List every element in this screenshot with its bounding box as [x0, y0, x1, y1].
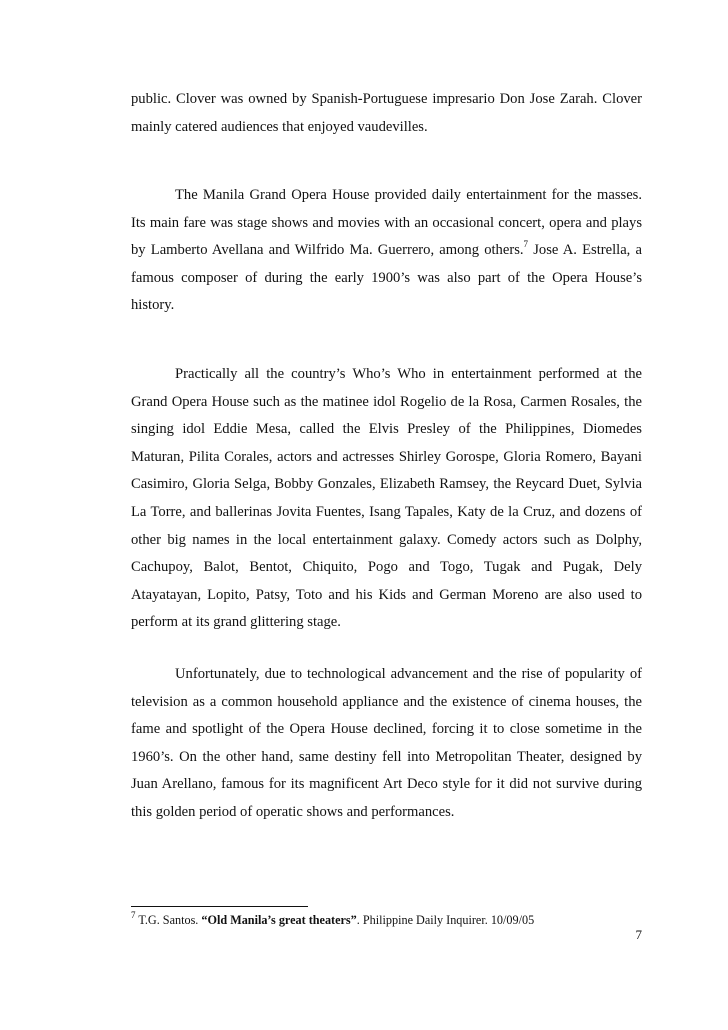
footnote-source: . Philippine Daily Inquirer. 10/09/05 — [356, 913, 535, 927]
paragraph-text: Jose A. Estrella, a famous composer of during the early 1900’s was also part of the Opera House’s history. — [131, 242, 642, 314]
footnote — [131, 909, 642, 928]
footnote-marker: 7 — [131, 909, 136, 920]
page-number: 7 — [635, 927, 642, 942]
footnote-author: T.G. Santos. — [135, 913, 202, 927]
footnote-title: “Old Manila’s great theaters” — [201, 913, 357, 927]
paragraph-performers: Practically all the country’s Who’s Who in entertainment performed at the Grand Opera House such as the matinee idol Rogelio de la Rosa, Carmen Rosales, the singing idol Eddie Mesa, called the Elvis Presley of the Philippines, Diomedes Maturan, Pilita Corales, actors and actresses Shirley Gorospe, Gloria Romero, Bayani Casimiro, Gloria Selga, Bobby Gonzales, Elizabeth Ramsey, the Reycard Duet, Sylvia La Torre, and ballerinas Jovita Fuentes, Isang Tapales, Katy de la Cruz, and dozens of other big names in the local entertainment galaxy. Comedy actors such as Dolphy, Cachupoy, Balot, Bentot, Chiquito, Pogo and Togo, Tugak and Pugak, Dely Atayatayan, Lopito, Patsy, Toto and his Kids and German Moreno are also used to perform at its grand glittering stage. — [131, 366, 642, 631]
footnote-separator — [131, 906, 308, 907]
paragraph-clover: public. Clover was owned by Spanish-Portuguese impresario Don Jose Zarah. Clover mainly catered audiences that enjoyed vaudevilles. — [131, 91, 642, 135]
paragraph-text: The Manila Grand Opera House provided daily entertainment for the masses. Its main fare was stage shows and movies with an occasional concert, opera and plays by Lamberto Avellana and Wilfrido Ma. Guerrero, among others. — [131, 187, 642, 259]
footnote-reference[interactable]: 7 — [523, 239, 529, 250]
paragraph-decline: Unfortunately, due to technological advancement and the rise of popularity of television as a common household appliance and the existence of cinema houses, the fame and spotlight of the Opera House declined, forcing it to close sometime in the 1960’s. On the other hand, same destiny fell into Metropolitan Theater, designed by Juan Arellano, famous for its magnificent Art Deco style for it did not survive during this golden period of operatic shows and performances. — [131, 666, 642, 820]
paragraph-grand-opera-house — [131, 182, 642, 320]
